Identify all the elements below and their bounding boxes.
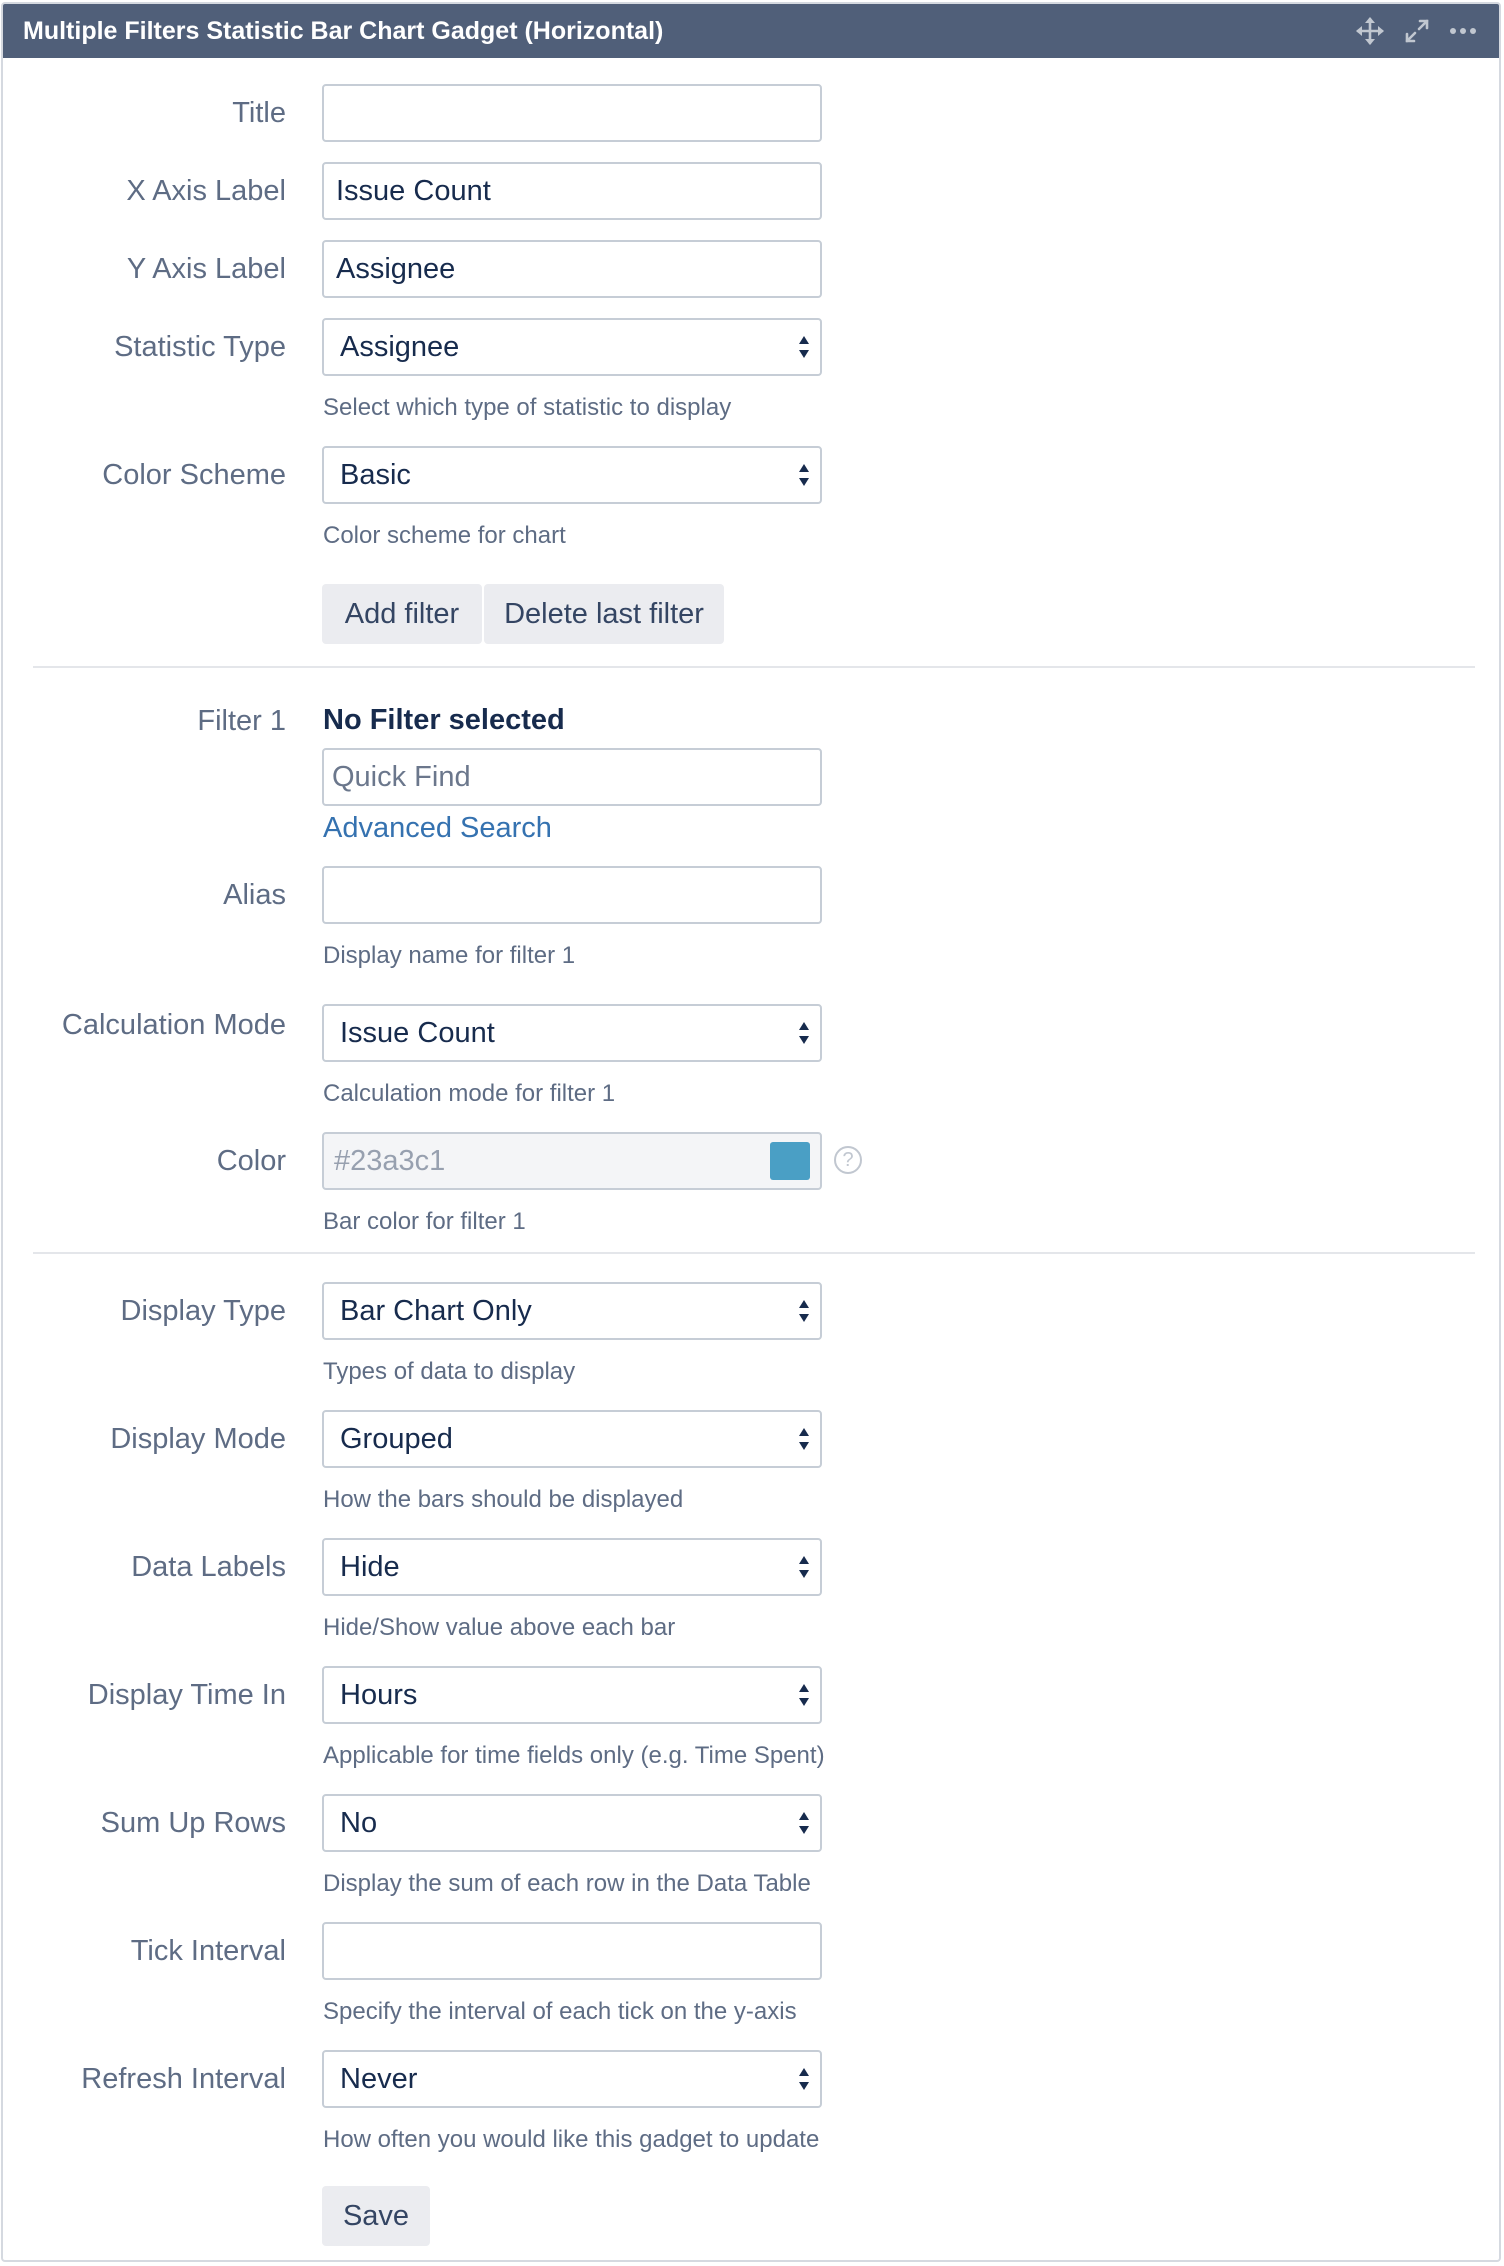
filter-1-label: Filter 1 (197, 705, 286, 737)
display-mode-help: How the bars should be displayed (323, 1486, 684, 1513)
title-label: Title (232, 97, 286, 129)
statistic-type-label: Statistic Type (114, 331, 286, 363)
statistic-type-select[interactable] (322, 318, 822, 376)
select-arrows-icon (798, 1018, 810, 1048)
x-axis-label-label: X Axis Label (126, 175, 286, 207)
color-scheme-label: Color Scheme (102, 459, 286, 491)
sum-up-rows-value: No (340, 1806, 378, 1839)
gadget-titlebar (3, 4, 1499, 58)
move-icon[interactable] (1355, 16, 1385, 46)
calculation-mode-value: Issue Count (340, 1016, 495, 1049)
tick-interval-label: Tick Interval (130, 1935, 286, 1967)
display-type-label: Display Type (120, 1295, 286, 1327)
section-divider (33, 1252, 1475, 1254)
gadget-title: Multiple Filters Statistic Bar Chart Gadget (Horizontal) (23, 16, 664, 45)
more-icon[interactable] (1449, 26, 1477, 36)
color-scheme-select[interactable] (322, 446, 822, 504)
color-help: Bar color for filter 1 (323, 1208, 526, 1235)
sum-up-rows-help: Display the sum of each row in the Data Table (323, 1870, 811, 1897)
select-arrows-icon (798, 1424, 810, 1454)
display-type-select[interactable] (322, 1282, 822, 1340)
statistic-type-help: Select which type of statistic to display (323, 394, 732, 421)
advanced-search-link[interactable]: Advanced Search (323, 812, 552, 844)
select-arrows-icon (798, 460, 810, 490)
refresh-interval-select[interactable] (322, 2050, 822, 2108)
refresh-interval-label: Refresh Interval (81, 2063, 286, 2095)
display-type-help: Types of data to display (323, 1358, 576, 1385)
expand-icon[interactable] (1403, 17, 1431, 45)
tick-interval-input[interactable] (322, 1922, 822, 1980)
display-time-in-select[interactable] (322, 1666, 822, 1724)
color-label: Color (216, 1145, 286, 1177)
select-arrows-icon (798, 332, 810, 362)
filter-1-selected: No Filter selected (323, 704, 565, 736)
add-filter-button[interactable]: Add filter (322, 584, 482, 644)
select-arrows-icon (798, 2064, 810, 2094)
calculation-mode-help: Calculation mode for filter 1 (323, 1080, 616, 1107)
help-question-icon[interactable]: ? (834, 1146, 862, 1174)
y-axis-label-input[interactable]: Assignee (322, 240, 822, 298)
display-mode-label: Display Mode (110, 1423, 286, 1455)
calculation-mode-select[interactable] (322, 1004, 822, 1062)
select-arrows-icon (798, 1296, 810, 1326)
alias-help: Display name for filter 1 (323, 942, 576, 969)
color-input[interactable] (322, 1132, 822, 1190)
display-type-value: Bar Chart Only (340, 1294, 532, 1327)
title-input[interactable] (322, 84, 822, 142)
tick-interval-help: Specify the interval of each tick on the y-axis (323, 1998, 797, 2025)
x-axis-label-input[interactable]: Issue Count (322, 162, 822, 220)
color-scheme-value: Basic (340, 458, 411, 491)
data-labels-label: Data Labels (131, 1551, 286, 1583)
statistic-type-value: Assignee (340, 330, 460, 363)
color-swatch[interactable] (770, 1142, 810, 1180)
section-divider (33, 666, 1475, 668)
sum-up-rows-label: Sum Up Rows (100, 1807, 286, 1839)
data-labels-help: Hide/Show value above each bar (323, 1614, 676, 1641)
color-scheme-help: Color scheme for chart (323, 522, 566, 549)
sum-up-rows-select[interactable] (322, 1794, 822, 1852)
calculation-mode-label: Calculation Mode (61, 1009, 286, 1041)
select-arrows-icon (798, 1552, 810, 1582)
display-time-in-value: Hours (340, 1678, 418, 1711)
display-mode-value: Grouped (340, 1422, 453, 1455)
alias-label: Alias (223, 879, 286, 911)
display-mode-select[interactable] (322, 1410, 822, 1468)
refresh-interval-value: Never (340, 2062, 418, 2095)
display-time-in-help: Applicable for time fields only (e.g. Time Spent) (323, 1742, 825, 1769)
select-arrows-icon (798, 1808, 810, 1838)
alias-input[interactable] (322, 866, 822, 924)
y-axis-label-label: Y Axis Label (126, 253, 286, 285)
color-value: #23a3c1 (334, 1144, 446, 1177)
quick-find-input[interactable]: Quick Find (322, 748, 822, 806)
display-time-in-label: Display Time In (87, 1679, 286, 1711)
save-button[interactable]: Save (322, 2186, 430, 2246)
data-labels-value: Hide (340, 1550, 400, 1583)
select-arrows-icon (798, 1680, 810, 1710)
refresh-interval-help: How often you would like this gadget to update (323, 2126, 820, 2153)
delete-last-filter-button[interactable]: Delete last filter (484, 584, 724, 644)
gadget-container (1, 2, 1501, 2262)
data-labels-select[interactable] (322, 1538, 822, 1596)
